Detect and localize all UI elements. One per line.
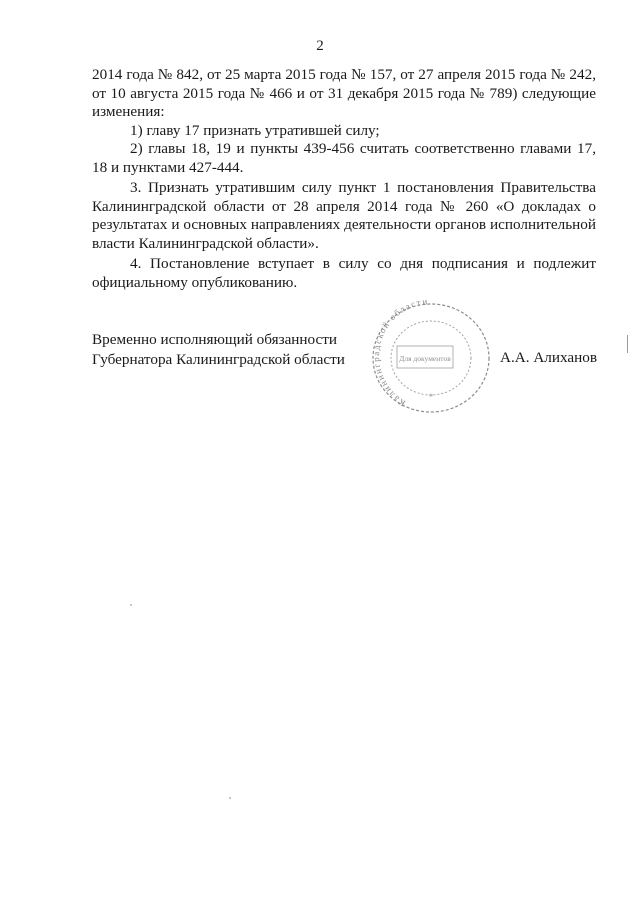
scan-speck [130, 604, 132, 606]
paragraph-amendment-list: 2014 года № 842, от 25 марта 2015 года № 157, от 27 апреля 2015 года № 242, от 10 августа 2015 года № 466 и от 31 декабря 2015 года № 789) следующие изменения: [92, 66, 596, 120]
official-seal [363, 296, 499, 420]
paragraph-clause-3: 3. Признать утратившим силу пункт 1 постановления Правительства Калининградской области от 28 апреля 2014 года № 260 «О докладах о результатах и основных направлениях деятельности органов исполнительной власти Калининградской области». [92, 179, 596, 252]
document-body [92, 66, 596, 292]
svg-text:Калининградской области [371, 296, 429, 408]
seal-ring-text: Калининградской области [370, 296, 430, 409]
signer-position-line-2: Губернатора Калининградской области [92, 351, 345, 368]
paragraph-clause-4: 4. Постановление вступает в силу со дня подписания и подлежит официальному опубликованию. [92, 255, 596, 291]
signature-position [92, 330, 345, 370]
signer-position-line-1: Временно исполняющий обязанности [92, 331, 338, 348]
page-number: 2 [316, 38, 324, 54]
signer-name: А.А. Алиханов [500, 349, 598, 366]
paragraph-item-2: 2) главы 18, 19 и пункты 439-456 считать соответственно главами 17, 18 и пунктами 427-444. [92, 140, 596, 176]
seal-icon [363, 296, 499, 420]
scan-speck [229, 797, 231, 799]
svg-text:*: * [428, 392, 434, 402]
scan-edge-mark [627, 335, 628, 353]
seal-center-text: Для документов [399, 354, 451, 363]
paragraph-item-1: 1) главу 17 признать утратившей силу; [130, 121, 380, 139]
